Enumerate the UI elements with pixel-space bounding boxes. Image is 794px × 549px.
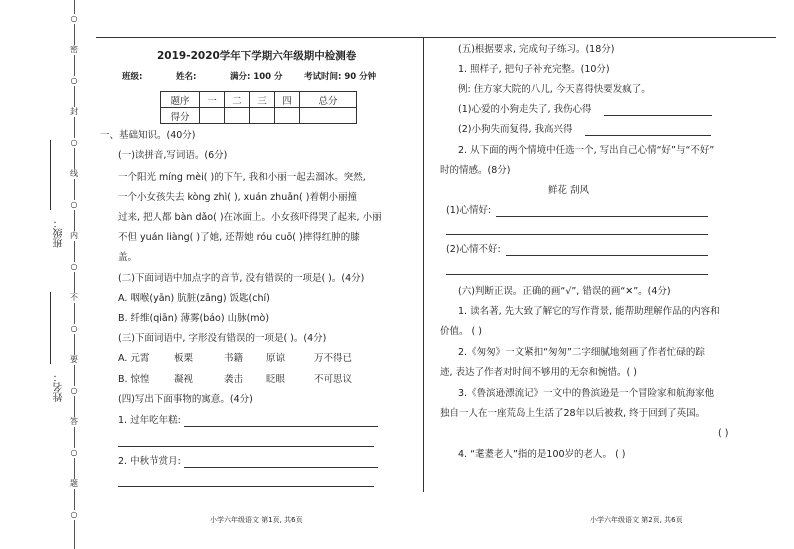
binding-char: 密	[66, 45, 82, 55]
exam-time: 考试时间: 90 分钟	[304, 72, 377, 82]
s5-q1: 1. 照样子, 把句子补充完整。(10分)	[458, 64, 610, 75]
page-footer: 小学六年级语文 第2页, 共6页	[590, 516, 683, 524]
s6-q3-cont: 独自一人在一座荒岛上生活了28年以后被救, 终于回到了英国。	[440, 408, 706, 419]
answer-line[interactable]	[184, 467, 378, 468]
binding-circle-icon: ○	[66, 448, 82, 458]
q3-word: 万不得已	[314, 353, 353, 364]
section-5-heading: (五)根据要求, 完成句子练习。(18分)	[458, 44, 615, 55]
s5-good: (1)心情好:	[446, 205, 492, 216]
answer-line[interactable]	[118, 446, 374, 447]
q2-option-a[interactable]: A. 咽喉(yān) 肮脏(zāng) 饭匙(chí)	[118, 293, 270, 304]
exam-title: 2019-2020学年下学期六年级期中检测卷	[157, 50, 357, 62]
score-cell: 题序	[161, 92, 200, 108]
q3-title: (三)下面词语中, 字形没有错误的一项是( )。(4分)	[118, 333, 327, 344]
s5-bad: (2)心情不好:	[446, 244, 501, 255]
q3-word: 原谅	[266, 353, 286, 364]
full-score: 满分: 100 分	[230, 72, 283, 82]
class-write-line	[50, 140, 51, 210]
name-write-line	[50, 292, 51, 364]
q1-line: 不但 yuán liàng( )了她, 还帮她 róu cuō( )摔得红肿的膝	[118, 232, 360, 243]
s5-example: 例: 住方家大院的八儿, 今天喜得快要发疯了。	[458, 84, 651, 95]
q3-word: 书籍	[224, 353, 244, 364]
answer-line[interactable]	[446, 274, 708, 275]
s6-q2-cont[interactable]: 迹, 表达了作者对时间不够用的无奈和惋惜。( )	[440, 367, 637, 378]
score-input[interactable]	[275, 108, 300, 124]
q3-word: 凝视	[174, 374, 194, 385]
class-label: 班级：	[54, 218, 65, 248]
binding-circle-icon: ○	[66, 76, 82, 86]
score-cell: 二	[225, 92, 250, 108]
s6-q1-cont[interactable]: 价值。 ( )	[440, 326, 482, 337]
s5-q1a: (1)心爱的小狗走失了, 我伤心得	[458, 104, 592, 115]
binding-char: 题	[66, 479, 82, 489]
answer-line[interactable]	[585, 135, 711, 136]
score-header-row	[161, 92, 357, 108]
score-cell: 四	[275, 92, 300, 108]
q3-word: 眨眼	[266, 374, 286, 385]
class-field: 班级:	[122, 72, 143, 82]
answer-line[interactable]	[506, 255, 708, 256]
page-divider	[423, 37, 424, 492]
binding-circle-icon: ○	[66, 14, 82, 24]
binding-char: 不	[66, 293, 82, 303]
binding-char: 要	[66, 355, 82, 365]
score-table	[160, 91, 357, 124]
answer-line[interactable]	[184, 426, 378, 427]
score-input[interactable]	[300, 108, 357, 124]
q4-title: (四)写出下面事物的寓意。(4分)	[118, 394, 253, 405]
q4-item: 1. 过年吃年糕:	[118, 415, 181, 426]
q1-line: 一个小女孩失去 kòng zhì( ), xuán zhuǎn( )着朝小丽撞	[118, 192, 357, 203]
s6-q1: 1. 读名著, 先大致了解它的写作背景, 能帮助理解作品的内容和	[458, 306, 720, 317]
q1-title: (一)读拼音,写词语。(6分)	[118, 150, 228, 161]
q4-item: 2. 中秋节赏月:	[118, 456, 181, 467]
s5-q1b: (2)小狗失而复得, 我高兴得	[458, 124, 573, 135]
name-label: 姓名：	[54, 372, 65, 402]
q3-word: 不可思议	[314, 374, 353, 385]
score-input[interactable]	[250, 108, 275, 124]
score-cell: 得分	[161, 108, 200, 124]
q1-line: 盖。	[118, 252, 138, 263]
binding-circle-icon: ○	[66, 138, 82, 148]
s5-scenes: 鲜花 刮风	[548, 185, 590, 196]
score-cell: 一	[200, 92, 225, 108]
answer-line[interactable]	[496, 216, 708, 217]
q3-word: B. 惊惶	[118, 374, 150, 385]
s6-q3: 3.《鲁滨逊漂流记》一文中的鲁滨逊是一个冒险家和航海家他	[458, 388, 715, 399]
section-6-heading: (六)判断正误。正确的画“√”, 错误的画“✕”。(4分)	[458, 286, 671, 297]
binding-circle-icon: ○	[66, 262, 82, 272]
binding-char: 内	[66, 231, 82, 241]
section-1-heading: 一、基础知识。(40分)	[100, 130, 196, 141]
binding-char: 封	[66, 107, 82, 117]
s5-q2: 2. 从下面的两个情境中任选一个, 写出自己心情“好”与“不好”	[458, 145, 715, 156]
s6-q2: 2.《匆匆》一文紧扣“匆匆”二字细腻地刻画了作者忙碌的踪	[458, 347, 705, 358]
q1-line: 过来, 把人都 bàn dǎo( )在冰面上。小女孩吓得哭了起来, 小丽	[118, 212, 382, 223]
score-input[interactable]	[200, 108, 225, 124]
q2-title: (二)下面词语中加点字的音节, 没有错误的一项是( )。(4分)	[118, 273, 365, 284]
page-footer: 小学六年级语文 第1页, 共6页	[210, 516, 303, 524]
answer-line[interactable]	[604, 115, 712, 116]
score-input[interactable]	[225, 108, 250, 124]
score-cell: 三	[250, 92, 275, 108]
q3-word: A. 元霄	[118, 353, 150, 364]
s6-q3-answer[interactable]: ( )	[718, 428, 729, 439]
q3-word: 板栗	[174, 353, 194, 364]
s6-q4[interactable]: 4. “耄耋老人”指的是100岁的老人。 ( )	[458, 449, 626, 460]
answer-line[interactable]	[118, 486, 374, 487]
binding-circle-icon: ○	[66, 510, 82, 520]
binding-circle-icon: ○	[66, 386, 82, 396]
q3-word: 袭击	[224, 374, 244, 385]
score-value-row	[161, 108, 357, 124]
name-field: 姓名:	[176, 72, 197, 82]
binding-char: 答	[66, 417, 82, 427]
s5-q2-cont: 时的情感。(8分)	[440, 165, 511, 176]
page-top-rule	[96, 37, 776, 38]
binding-circle-icon: ○	[66, 200, 82, 210]
score-cell: 总分	[300, 92, 357, 108]
q1-line: 一个阳光 míng mèi( )的下午, 我和小丽一起去溜冰。突然,	[118, 172, 366, 183]
answer-line[interactable]	[446, 234, 708, 235]
binding-char: 线	[66, 169, 82, 179]
q2-option-b[interactable]: B. 纤维(qiān) 薄雾(báo) 山脉(mò)	[118, 313, 270, 324]
binding-circle-icon: ○	[66, 324, 82, 334]
